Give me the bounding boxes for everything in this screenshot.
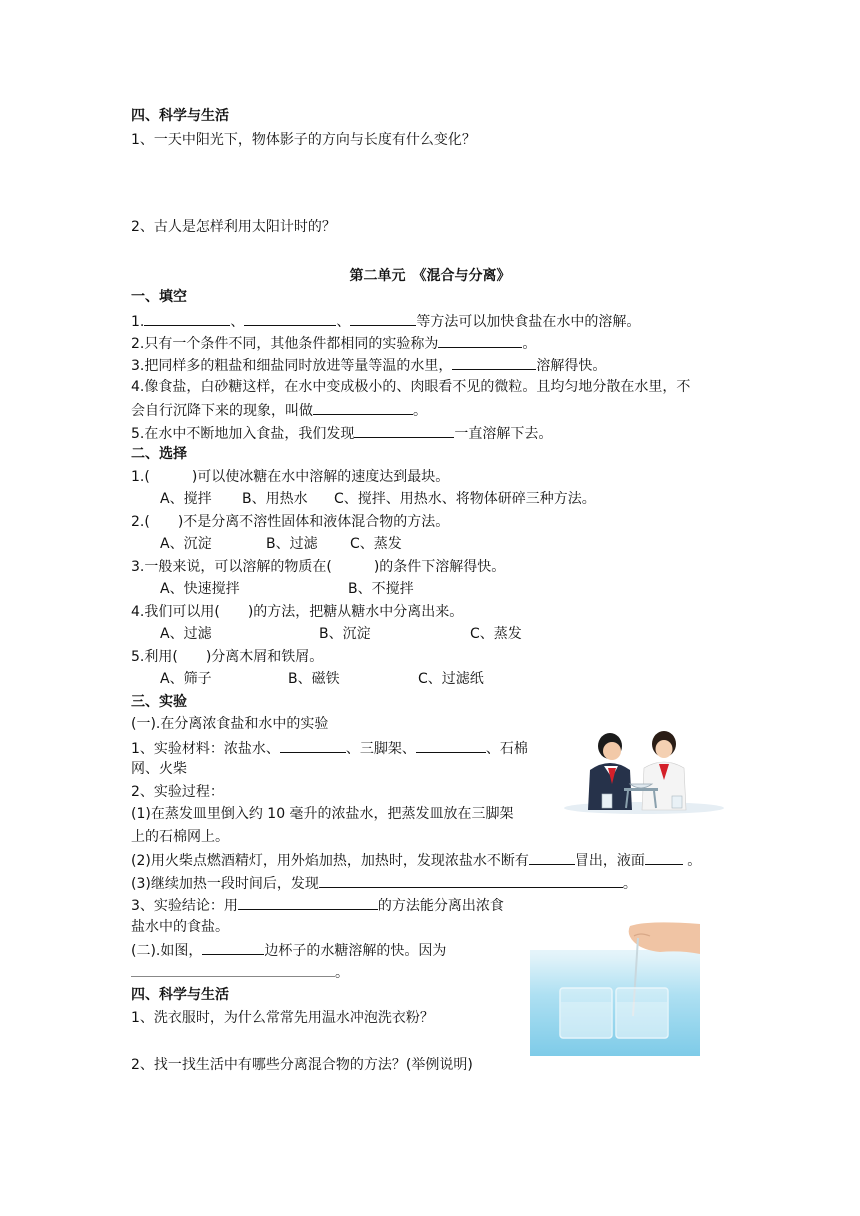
fill-item-4-line1: 4.像食盐，白砂糖这样，在水中变成极小的、肉眼看不见的微粒。且均匀地分散在水里，不: [131, 379, 691, 395]
option[interactable]: C、搅拌、用热水、将物体研碎三种方法。: [334, 491, 596, 507]
experiment-step2: (2)用火柴点燃酒精灯，用外焰加热，加热时，发现浓盐水不断有 冒出，液面 。: [131, 850, 701, 870]
choice-q4: 4.我们可以用( )的方法，把糖从糖水中分离出来。: [131, 604, 464, 620]
experiment-step3: (3)继续加热一段时间后，发现 。: [131, 873, 637, 893]
option[interactable]: C、蒸发: [470, 626, 522, 642]
option[interactable]: A、快速搅拌: [160, 581, 240, 597]
blank[interactable]: [319, 873, 623, 888]
question-sundial: 2、古人是怎样利用太阳计时的？: [131, 219, 336, 235]
blank[interactable]: [529, 850, 575, 865]
blank[interactable]: [438, 333, 522, 348]
choice-q2: 2.( )不是分离不溶性固体和液体混合物的方法。: [131, 514, 450, 530]
question-laundry: 1、洗衣服时，为什么常常先用温水冲泡洗衣粉？: [131, 1010, 434, 1026]
section-heading-choice: 二、选择: [131, 446, 187, 462]
blank[interactable]: [313, 400, 413, 415]
blank[interactable]: [645, 850, 683, 865]
option[interactable]: A、筛子: [160, 671, 212, 687]
blank[interactable]: [350, 311, 416, 326]
option[interactable]: B、沉淀: [319, 626, 371, 642]
experiment-materials-line2: 网、火柴: [131, 761, 187, 777]
option[interactable]: B、磁铁: [288, 671, 340, 687]
option[interactable]: C、过滤纸: [418, 671, 484, 687]
choice-q5-options: [160, 670, 484, 688]
question-shadow: 1、一天中阳光下，物体影子的方向与长度有什么变化？: [131, 132, 476, 148]
students-experiment-image: [560, 728, 728, 814]
option[interactable]: A、搅拌: [160, 491, 212, 507]
option[interactable]: B、过滤: [266, 536, 318, 552]
option[interactable]: B、用热水: [242, 491, 308, 507]
fill-item-2: 2.只有一个条件不同，其他条件都相同的实验称为 。: [131, 333, 536, 353]
choice-q1: 1.( )可以使冰糖在水中溶解的速度达到最块。: [131, 469, 450, 485]
fill-item-1: 1. 、 、 等方法可以加快食盐在水中的溶解。: [131, 311, 640, 331]
experiment-conclusion-line2: 盐水中的食盐。: [131, 919, 229, 935]
blank[interactable]: [144, 311, 230, 326]
fill-item-4-line2: 会自行沉降下来的现象，叫做 。: [131, 400, 427, 420]
section-heading-science-life-2: 四、科学与生活: [131, 987, 229, 1003]
section-heading-science-life-1: 四、科学与生活: [131, 108, 229, 124]
section-heading-experiment: 三、实验: [131, 694, 187, 710]
choice-q5: 5.利用( )分离木屑和铁屑。: [131, 649, 324, 665]
section-heading-fill: 一、填空: [131, 289, 187, 305]
experiment-part2: (二).如图， 边杯子的水糖溶解的快。因为: [131, 940, 446, 960]
option[interactable]: B、不搅拌: [348, 581, 414, 597]
experiment-part1-title: (一).在分离浓食盐和水中的实验: [131, 716, 329, 732]
experiment-conclusion: 3、实验结论：用 的方法能分离出浓食: [131, 895, 504, 915]
experiment-process-heading: 2、实验过程：: [131, 784, 224, 800]
blank[interactable]: [280, 738, 346, 753]
choice-q3-options: [160, 580, 414, 598]
choice-q3: 3.一般来说，可以溶解的物质在( )的条件下溶解得快。: [131, 559, 506, 575]
blank[interactable]: [452, 355, 536, 370]
blank[interactable]: [238, 895, 378, 910]
option[interactable]: A、沉淀: [160, 536, 212, 552]
blank[interactable]: [416, 738, 486, 753]
choice-q4-options: [160, 625, 522, 643]
choice-q2-options: [160, 535, 402, 553]
fill-item-5: 5.在水中不断地加入食盐，我们发现 一直溶解下去。: [131, 423, 552, 443]
experiment-materials: 1、实验材料：浓盐水、 、三脚架、 、石棉: [131, 738, 528, 758]
experiment-part2-line2: 。: [131, 962, 349, 982]
unit-title: 第二单元 《混合与分离》: [349, 268, 511, 284]
blank[interactable]: [202, 940, 264, 955]
sugar-dissolving-beakers-image: [530, 920, 700, 1056]
choice-q1-options: [160, 490, 596, 508]
blank[interactable]: [354, 423, 454, 438]
blank[interactable]: [131, 962, 335, 977]
fill-item-3: 3.把同样多的粗盐和细盐同时放进等量等温的水里， 溶解得快。: [131, 355, 606, 375]
option[interactable]: C、蒸发: [350, 536, 402, 552]
question-separation-methods: 2、找一找生活中有哪些分离混合物的方法？(举例说明): [131, 1057, 473, 1073]
experiment-step1-line1: (1)在蒸发皿里倒入约 10 毫升的浓盐水，把蒸发皿放在三脚架: [131, 806, 514, 822]
blank[interactable]: [244, 311, 336, 326]
option[interactable]: A、过滤: [160, 626, 212, 642]
experiment-step1-line2: 上的石棉网上。: [131, 829, 229, 845]
